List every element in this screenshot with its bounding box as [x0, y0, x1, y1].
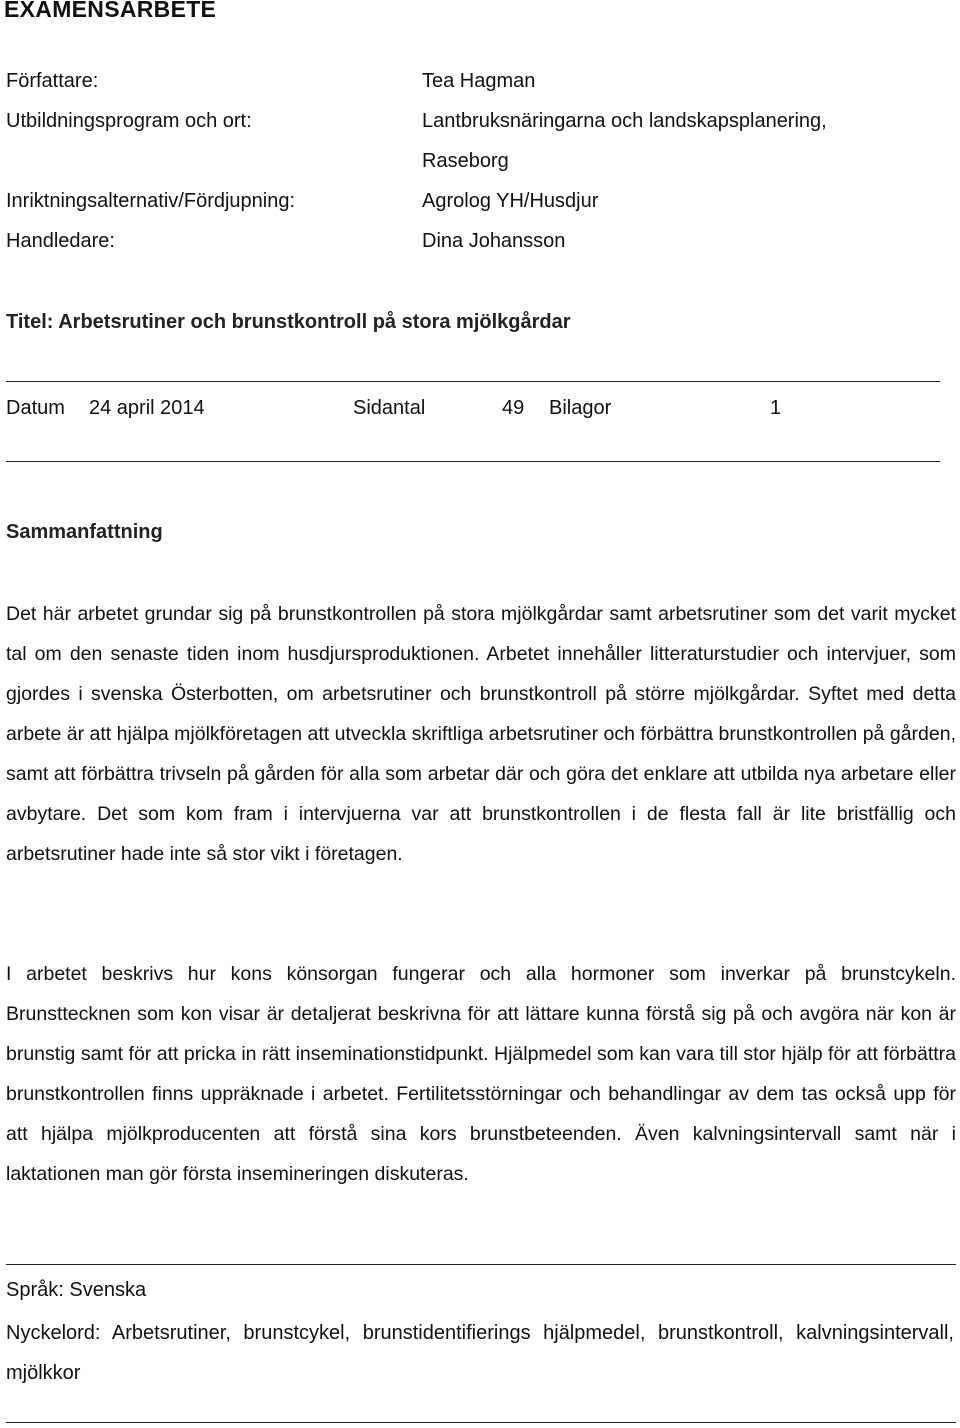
bilagor-value: 1: [770, 397, 782, 419]
divider: [6, 1422, 956, 1423]
thesis-title: Titel: Arbetsrutiner och brunstkontroll på stora mjölkgårdar: [6, 311, 571, 333]
summary-paragraph: I arbetet beskrivs hur kons könsorgan fungerar och alla hormoner som inverkar på brunstcykeln. Brunsttecknen som kon visar är detaljerat beskrivna för att lättare kunna förstå sig på och avgöra när kon är brunstig samt för att pricka in rätt inseminationstidpunkt. Hjälpmedel som kan vara till stor hjälp för att förbättra brunstkontrollen finns uppräknade i arbetet. Fertilitetsstörningar och behandlingar av dem tas också upp för att hjälpa mjölkproducenten att förstå sina kors brunstbeteenden. Även kalvningsintervall samt när i laktationen man gör första insemineringen diskuteras.: [6, 963, 956, 1185]
sidantal-label: Sidantal: [353, 397, 426, 419]
meta-row-supervisor: [6, 226, 936, 266]
divider: [6, 381, 940, 382]
meta-value: Dina Johansson: [422, 230, 566, 252]
keywords-line: Nyckelord: Arbetsrutiner, brunstcykel, brunstidentifierings hjälpmedel, brunstkontroll, kalvningsintervall, mjölkkor: [6, 1322, 954, 1384]
date-pages-row: [6, 397, 936, 427]
divider: [6, 1264, 956, 1265]
meta-row-program-cont: [6, 146, 936, 186]
meta-label: Inriktningsalternativ/Fördjupning:: [6, 190, 296, 212]
meta-row-author: [6, 66, 936, 106]
divider: [6, 461, 940, 462]
meta-value: Tea Hagman: [422, 70, 536, 92]
meta-value: Lantbruksnäringarna och landskapsplanering,: [422, 110, 827, 132]
datum-label: Datum: [6, 397, 65, 419]
meta-value: Raseborg: [422, 150, 509, 172]
meta-label: Författare:: [6, 70, 99, 92]
meta-label: Utbildningsprogram och ort:: [6, 110, 252, 132]
summary-heading: Sammanfattning: [6, 521, 163, 543]
sidantal-value: 49: [502, 397, 525, 419]
document-heading: EXAMENSARBETE: [4, 0, 217, 22]
meta-value: Agrolog YH/Husdjur: [422, 190, 599, 212]
datum-value: 24 april 2014: [89, 397, 205, 419]
language-line: Språk: Svenska: [6, 1279, 147, 1301]
bilagor-label: Bilagor: [549, 397, 612, 419]
metadata-block: [6, 66, 936, 266]
meta-row-program: [6, 106, 936, 146]
summary-paragraph: Det här arbetet grundar sig på brunstkontrollen på stora mjölkgårdar samt arbetsrutiner som det varit mycket tal om den senaste tiden inom husdjursproduktionen. Arbetet innehåller litteraturstudier och intervjuer, som gjordes i svenska Österbotten, om arbetsrutiner och brunstkontroll på större mjölkgårdar. Syftet med detta arbete är att hjälpa mjölkföretagen att utveckla skriftliga arbetsrutiner och förbättra brunstkontrollen på gården, samt att förbättra trivseln på gården för alla som arbetar där och göra det enklare att utbilda nya arbetare eller avbytare. Det som kom fram i intervjuerna var att brunstkontrollen i de flesta fall är lite bristfällig och arbetsrutiner hade inte så stor vikt i företagen.: [6, 603, 956, 865]
meta-label: Handledare:: [6, 230, 115, 252]
meta-row-specialization: [6, 186, 936, 226]
